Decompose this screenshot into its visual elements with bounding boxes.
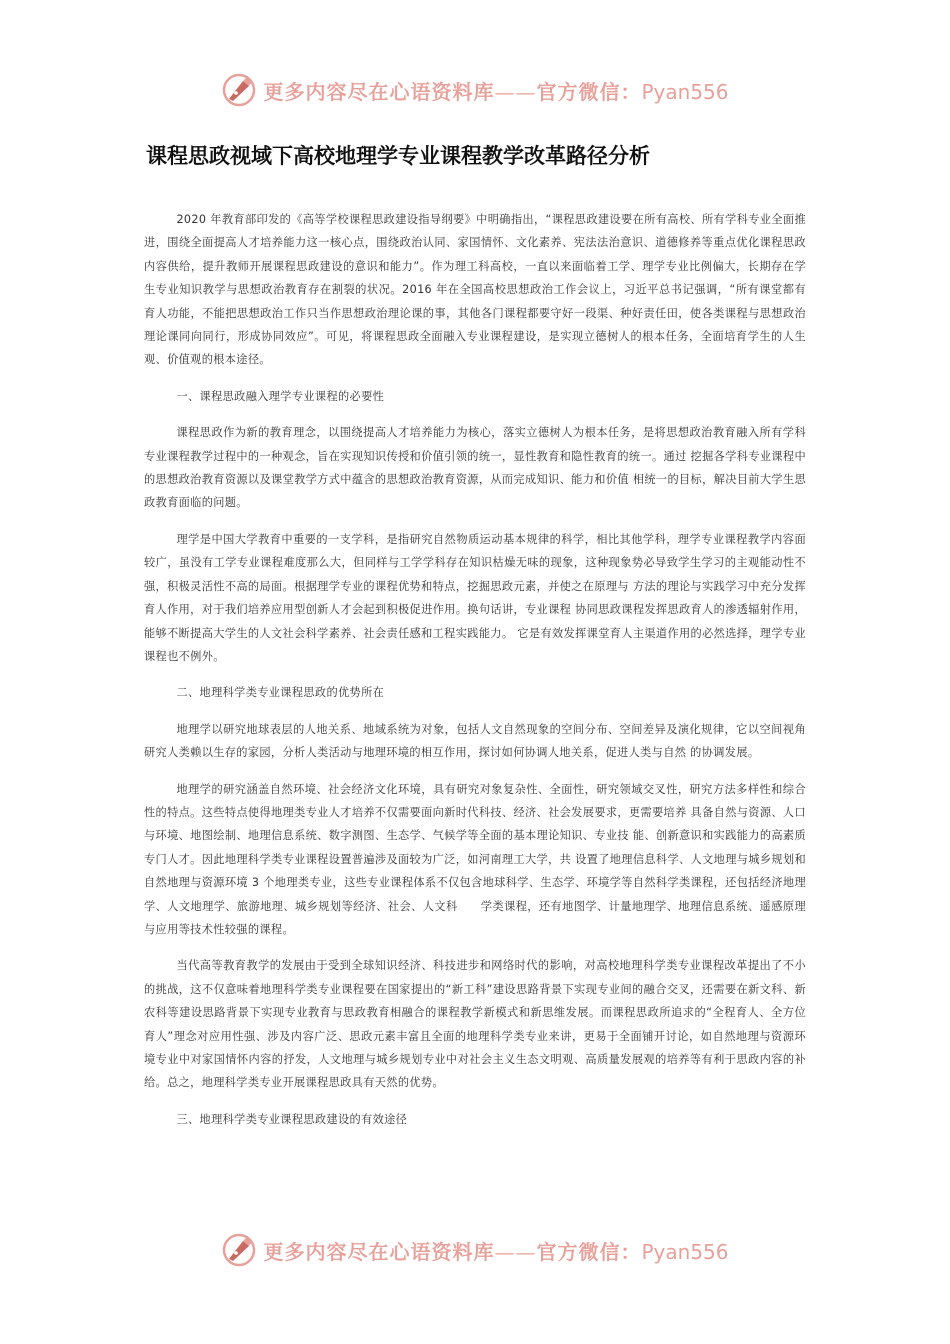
watermark-text (263, 1236, 728, 1265)
watermark-separator: —— (494, 79, 537, 104)
document-title: 课程思政视域下高校地理学专业课程教学改革路径分析 (146, 144, 650, 168)
watermark-label: 官方微信： (536, 79, 642, 104)
watermark-main: 更多内容尽在心语资料库 (263, 79, 495, 104)
header-watermark (0, 72, 950, 108)
paragraph: 理学是中国大学教育中重要的一支学科，是指研究自然物质运动基本规律的科学，相比其他学科，理学专业课程教学内容面较广，虽没有工学专业课程难度那么大，但同样与工学学科存在知识枯燥无味的现象，这种现象势必导致学生学习的主观能动性不强，积极灵活性不高的局面。根据理学专业的课程优势和特点，挖掘思政元素，并使之在原理与 方法的理论与实践学习中充分发挥育人作用，对于我们培养应用型创新人才会起到积极促进作用。换句话讲，专业课程 协同思政课程发挥思政育人的渗透辐射作用，能够不断提高大学生的人文社会科学素养、社会责任感和工程实践能力。 它是有效发挥课堂育人主渠道作用的必然选择，理学专业课程也不例外。 (144, 532, 806, 663)
paragraph: 地理学的研究涵盖自然环境、社会经济文化环境，具有研究对象复杂性、全面性，研究领域交叉性，研究方法多样性和综合性的特点。这些特点使得地理类专业人才培养不仅需要面向新时代科技、经济、社会发展要求，更需要培养 具备自然与资源、人口与环境、地图绘制、地理信息系统、数字测图、生态学、气候学等全面的基本理论知识、专业技 能、创新意识和实践能力的高素质专门人才。因此地理科学类专业课程设置普遍涉及面较为广泛，如河南理工大学，共 设置了地理信息科学、人文地理与城乡规划和自然地理与资源环境 3 个地理类专业，这些专业课程体系不仅包含地球科学、生态学、环境学等自然科学类课程，还包括经济地理学、人文地理学、旅游地理、城乡规划等经济、社会、人文科 学类课程，还有地图学、计量地理学、地理信息系统、遥感原理与应用等技术性较强的课程。 (144, 782, 806, 936)
paragraph: 地理学以研究地球表层的人地关系、地域系统为对象，包括人文自然现象的空间分布、空间差异及演化规律，它以空间视角研究人类赖以生存的家园，分析人类活动与地理环境的相互作用，探讨如何协调人地关系，促进人类与自然 的协调发展。 (144, 722, 806, 760)
paragraph: 当代高等教育教学的发展由于受到全球知识经济、科技进步和网络时代的影响，对高校地理科学类专业课程改革提出了不小的挑战，这不仅意味着地理科学类专业课程要在国家提出的“新工科”建设思路背景下实现专业间的融合交叉，还需要在新文科、新农科等建设思路背景下实现专业教育与思政教育相融合的课程教学新模式和新思维发展。而课程思政所追求的“全程育人、全方位育人”理念对应用性强、涉及内容广泛、思政元素丰富且全面的地理科学类专业来讲，更易于全面铺开讨论，如自然地理与资源环境专业中对家国情怀内容的抒发，人文地理与城乡规划专业中对社会主义生态文明观、高质量发展观的培养等有利于思政内容的补给。总之，地理科学类专业开展课程思政具有天然的优势。 (144, 959, 806, 1090)
watermark-label: 官方微信： (536, 1239, 642, 1264)
watermark-text (263, 76, 728, 105)
paragraph: 课程思政作为新的教育理念，以围绕提高人才培养能力为核心，落实立德树人为根本任务，是将思想政治教育融入所有学科专业课程教学过程中的一种观念，旨在实现知识传授和价值引领的统一，显性教育和隐性教育的统一。通过 挖掘各学科专业课程中的思想政治教育资源以及课堂教学方式中蕴含的思想政治教育资源，从而完成知识、能力和价值 相统一的目标，解决目前大学生思政教育面临的问题。 (144, 426, 806, 510)
pen-nib-logo-icon (221, 72, 257, 108)
footer-watermark (0, 1232, 950, 1268)
paragraph: 2020 年教育部印发的《高等学校课程思政建设指导纲要》中明确指出，“课程思政建设要在所有高校、所有学科专业全面推进，围绕全面提高人才培养能力这一核心点，围绕政治认同、家国情怀、文化素养、宪法法治意识、道德修养等重点优化课程思政内容供给，提升教师开展课程思政建设的意识和能力”。作为理工科高校，一直以来面临着工学、理学专业比例偏大，长期存在学生专业知识教学与思想政治教育存在割裂的状况。2016 年在全国高校思想政治工作会议上，习近平总书记强调，“所有课堂都有育人功能，不能把思想政治工作只当作思想政治理论课的事，其他各门课程都要守好一段渠、种好责任田，使各类课程与思想政治理论课同向同行，形成协同效应”。可见，将课程思政全面融入专业课程建设，是实现立德树人的根本任务，全面培育学生的人生观、价值观的根本途径。 (144, 213, 806, 367)
section-heading: 三、地理科学类专业课程思政建设的有效途径 (176, 1112, 408, 1126)
watermark-main: 更多内容尽在心语资料库 (263, 1239, 495, 1264)
watermark-wechat-id: Pyan556 (641, 1239, 729, 1264)
section-heading: 二、地理科学类专业课程思政的优势所在 (176, 686, 385, 700)
section-heading: 一、课程思政融入理学专业课程的必要性 (176, 389, 385, 403)
watermark-wechat-id: Pyan556 (641, 79, 729, 104)
document-body (144, 208, 806, 1144)
watermark-separator: —— (494, 1239, 537, 1264)
pen-nib-logo-icon (221, 1232, 257, 1268)
